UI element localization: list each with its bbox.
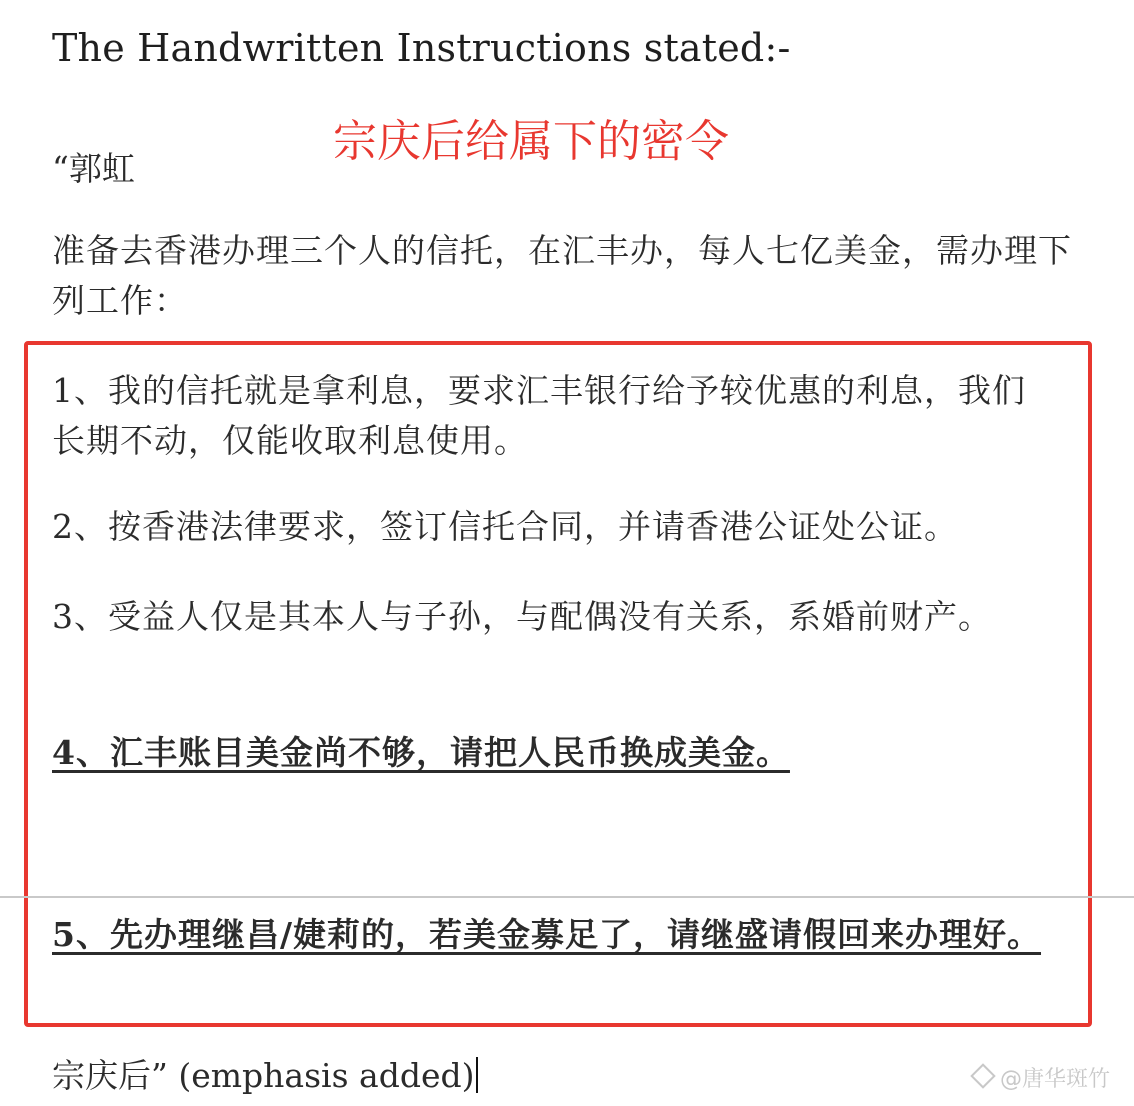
instruction-item-4 [52, 728, 1052, 778]
intro-paragraph: 准备去香港办理三个人的信托，在汇丰办，每人七亿美金，需办理下列工作： [52, 231, 1072, 320]
emphasized-text: 4、汇丰账目美金尚不够，请把人民币换成美金。 [52, 733, 790, 772]
signoff-text: 宗庆后” (emphasis added) [52, 1056, 475, 1095]
emphasized-text: 5、先办理继昌/婕莉的，若美金募足了，请继盛请假回来办理好。 [52, 915, 1042, 954]
text-cursor [476, 1057, 478, 1093]
watermark [974, 1062, 1110, 1093]
instruction-item-3: 3、受益人仅是其本人与子孙，与配偶没有关系，系婚前财产。 [52, 597, 992, 636]
diamond-logo-icon [970, 1063, 995, 1088]
watermark-text: @唐华斑竹 [1000, 1067, 1111, 1092]
salutation: “郭虹 [52, 149, 135, 188]
red-annotation-caption: 宗庆后给属下的密令 [333, 116, 729, 167]
instruction-item-5 [52, 910, 1052, 960]
page-divider [0, 896, 1134, 898]
instruction-item-2: 2、按香港法律要求，签订信托合同，并请香港公证处公证。 [52, 507, 958, 546]
signoff-line [52, 1050, 478, 1097]
instruction-item-1: 1、我的信托就是拿利息，要求汇丰银行给予较优惠的利息，我们长期不动，仅能收取利息使用。 [52, 371, 1026, 460]
document-heading: The Handwritten Instructions stated:- [52, 26, 791, 70]
